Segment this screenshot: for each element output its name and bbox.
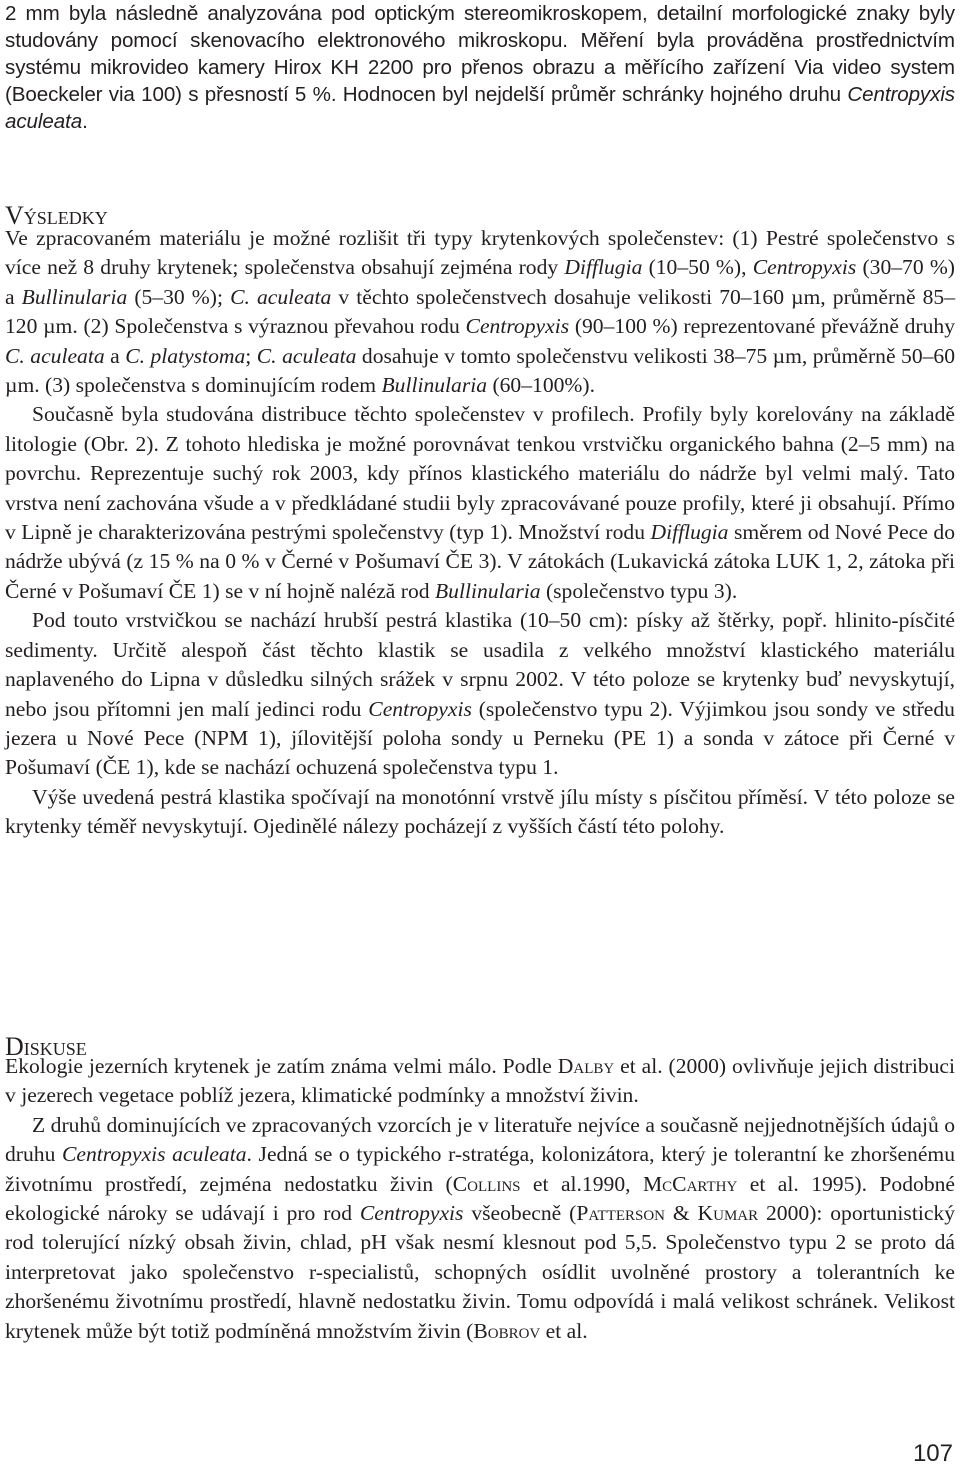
text-run: (60–100%). — [487, 373, 595, 398]
text-run: 2 mm byla následně analyzována pod optickým stereomikroskopem, detailní morfologické znaky byly studovány pomocí skenovacího elektronového mikroskopu. Měření byla prováděna prostřednictvím systému mikrovideo kamery Hirox KH 2200 pro přenos obrazu a měřícího zařízení Via video system (Boeckeler via 100) s přesností 5 %. Hodnocen byl nejdelší průměr schránky hojného druhu — [5, 2, 955, 107]
results-paragraph-4 — [5, 783, 955, 842]
text-run: et al. (2000) ovlivňuje jejich distribuci v jezerech vegetace poblíž jezera, klimatické podmínky a množství živin. — [5, 1054, 955, 1108]
text-run: (5–30 %); — [127, 284, 231, 309]
discussion-paragraph-2 — [5, 1111, 955, 1346]
text-run: Ekologie jezerních krytenek je zatím známa velmi málo. Podle — [5, 1054, 558, 1078]
text-run: 2000): oportunistický rod tolerující nízký obsah živin, chlad, pH však nesmí klesnout pod 5,5. Společenstvo typu 2 se proto dá interpretovat jako společenstvo r-specialistů, schopných osídlit uvolněné prostory a tolerantních ke zhoršenému životnímu prostředí, hlavně nedostatku živin. Tomu odpovídá i malá velikost schránek. Velikost krytenek může být totiž podmíněná množstvím živin ( — [5, 1201, 956, 1343]
methods-paragraph — [5, 0, 955, 135]
text-run: . — [82, 110, 88, 134]
text-run: et al. 1995). Podobné ekologické nároky se udávají i pro rod — [5, 1171, 956, 1226]
author-name: Bobrov — [473, 1318, 541, 1343]
text-run: směrem od Nové Pece do nádrže ubývá (z 15 % na 0 % v Černé v Pošumaví ČE 3). V zátokách (Lukavická zátoka LUK 1, 2, zátoka při Černé v Pošumaví ČE 1) se v ní hojně naléză rod — [5, 520, 955, 603]
text-run: & — [665, 1201, 698, 1226]
taxon-name: Centropyxis aculeata — [62, 1142, 247, 1167]
results-paragraph-1 — [5, 224, 955, 400]
text-run: et al. — [540, 1318, 588, 1343]
heading-initial: V — [5, 200, 24, 230]
taxon-name: C. aculeata — [256, 343, 357, 368]
taxon-name: Centropyxis aculeata — [5, 83, 955, 134]
taxon-name: Difflugia — [650, 520, 729, 545]
text-run: . Jedná se o typického r-stratéga, kolonizátora, který je tolerantní ke zhoršenému životnímu prostředí, zejména nedostatku živin ( — [5, 1142, 955, 1196]
taxon-name: Centropyxis — [465, 314, 570, 339]
text-run: (10–50 %), — [642, 255, 753, 280]
discussion-paragraph-1 — [5, 1052, 955, 1111]
taxon-name: Centropyxis — [752, 255, 857, 280]
author-name: Collins — [452, 1171, 521, 1196]
heading-initial: D — [5, 1031, 24, 1061]
author-name: Kumar — [697, 1201, 759, 1226]
text-run: Současně byla studována distribuce těchto společenstev v profilech. Profily byly korelovány na základě litologie (Obr. 2). Z tohoto hlediska je možné porovnávat tenkou vrstvičku organického bahna (2–5 mm) na povrchu. Reprezentuje suchý rok 2003, kdy přínos klastického materiálu do nádrže byl velmi malý. Tato vrstva není zachována všude a v předkládané studii byly zpracovávané pouze profily, které ji obsahují. Přímo v Lipně je charakterizována pestrými společenstvy (typ 1). Množství rodu — [5, 402, 955, 545]
taxon-name: Centropyxis — [368, 696, 472, 721]
text-run: všeobecně ( — [463, 1201, 577, 1226]
results-paragraph-3 — [5, 606, 955, 782]
text-run: v těchto společenstvech dosahuje velikosti 70–160 µm, průměrně 85–120 µm. (2) Společenstva s výraznou převahou rodu — [5, 284, 955, 339]
author-name: McCarthy — [642, 1171, 738, 1196]
text-run: Ve zpracovaném materiálu je možné rozlišit tři typy krytenkových společenstev: (1) Pestré společenstvo s více než 8 druhy krytenek; společenstva obsahují zejména rody — [5, 226, 955, 280]
text-run: (30–70 %) a — [5, 255, 955, 309]
text-run: Z druhů dominujících ve zpracovaných vzorcích je v literatuře nejvíce a současně nejjednotnějších údajů o druhu — [5, 1112, 955, 1167]
results-section — [5, 224, 955, 842]
taxon-name: Bullinularia — [434, 578, 541, 603]
taxon-name: Bullinularia — [381, 373, 488, 398]
text-run: (společenstvo typu 3). — [540, 578, 738, 603]
taxon-name: Bullinularia — [21, 284, 128, 309]
author-name: Dalby — [557, 1054, 615, 1078]
discussion-section — [5, 1052, 955, 1346]
taxon-name: C. aculeata — [5, 343, 105, 368]
taxon-name: C. aculeata — [230, 284, 332, 309]
heading-rest: iskuse — [23, 1031, 87, 1061]
taxon-name: Centropyxis — [359, 1201, 464, 1226]
heading-rest: ýsledky — [23, 200, 108, 230]
taxon-name: Difflugia — [564, 255, 643, 280]
author-name: Patterson — [576, 1201, 665, 1226]
taxon-name: C. platystoma — [125, 343, 246, 368]
text-run: (společenstvo typu 2). Výjimkou jsou sondy ve středu jezera u Nové Pece (NPM 1), jílovitější poloha sondy u Perneku (PE 1) a sonda v zátoce při Černé v Pošumaví (ČE 1), kde se nachází ochuzená společenstva typu 1. — [5, 696, 955, 780]
results-paragraph-2 — [5, 400, 955, 606]
text-run: ; — [245, 343, 257, 368]
page-number: 107 — [912, 1440, 953, 1467]
text-run: (90–100 %) reprezentované převážně druhy — [569, 314, 956, 339]
text-run: et al.1990, — [520, 1171, 643, 1196]
text-run: Pod touto vrstvičkou se nachází hrubší pestrá klastika (10–50 cm): písky až štěrky, popř. hlinito-písčité sedimenty. Určitě alespoň část těchto klastik se usadila z velkého množství klastického materiálu naplaveného do Lipna v důsledku silných srážek v srpnu 2002. V této poloze se krytenky buď nevyskytují, nebo jsou přítomni jen malí jedinci rodu — [5, 608, 955, 721]
text-run: a — [104, 343, 126, 368]
text-run: Výše uvedená pestrá klastika spočívají na monotónní vrstvě jílu místy s písčitou příměsí. V této poloze se krytenky téměř nevyskytují. Ojedinělé nálezy pocházejí z vyšších částí této polohy. — [5, 784, 955, 839]
methods-continuation — [5, 0, 955, 135]
text-run: dosahuje v tomto společenstvu velikosti 38–75 µm, průměrně 50–60 µm. (3) společenstva s dominujícím rodem — [5, 343, 956, 398]
